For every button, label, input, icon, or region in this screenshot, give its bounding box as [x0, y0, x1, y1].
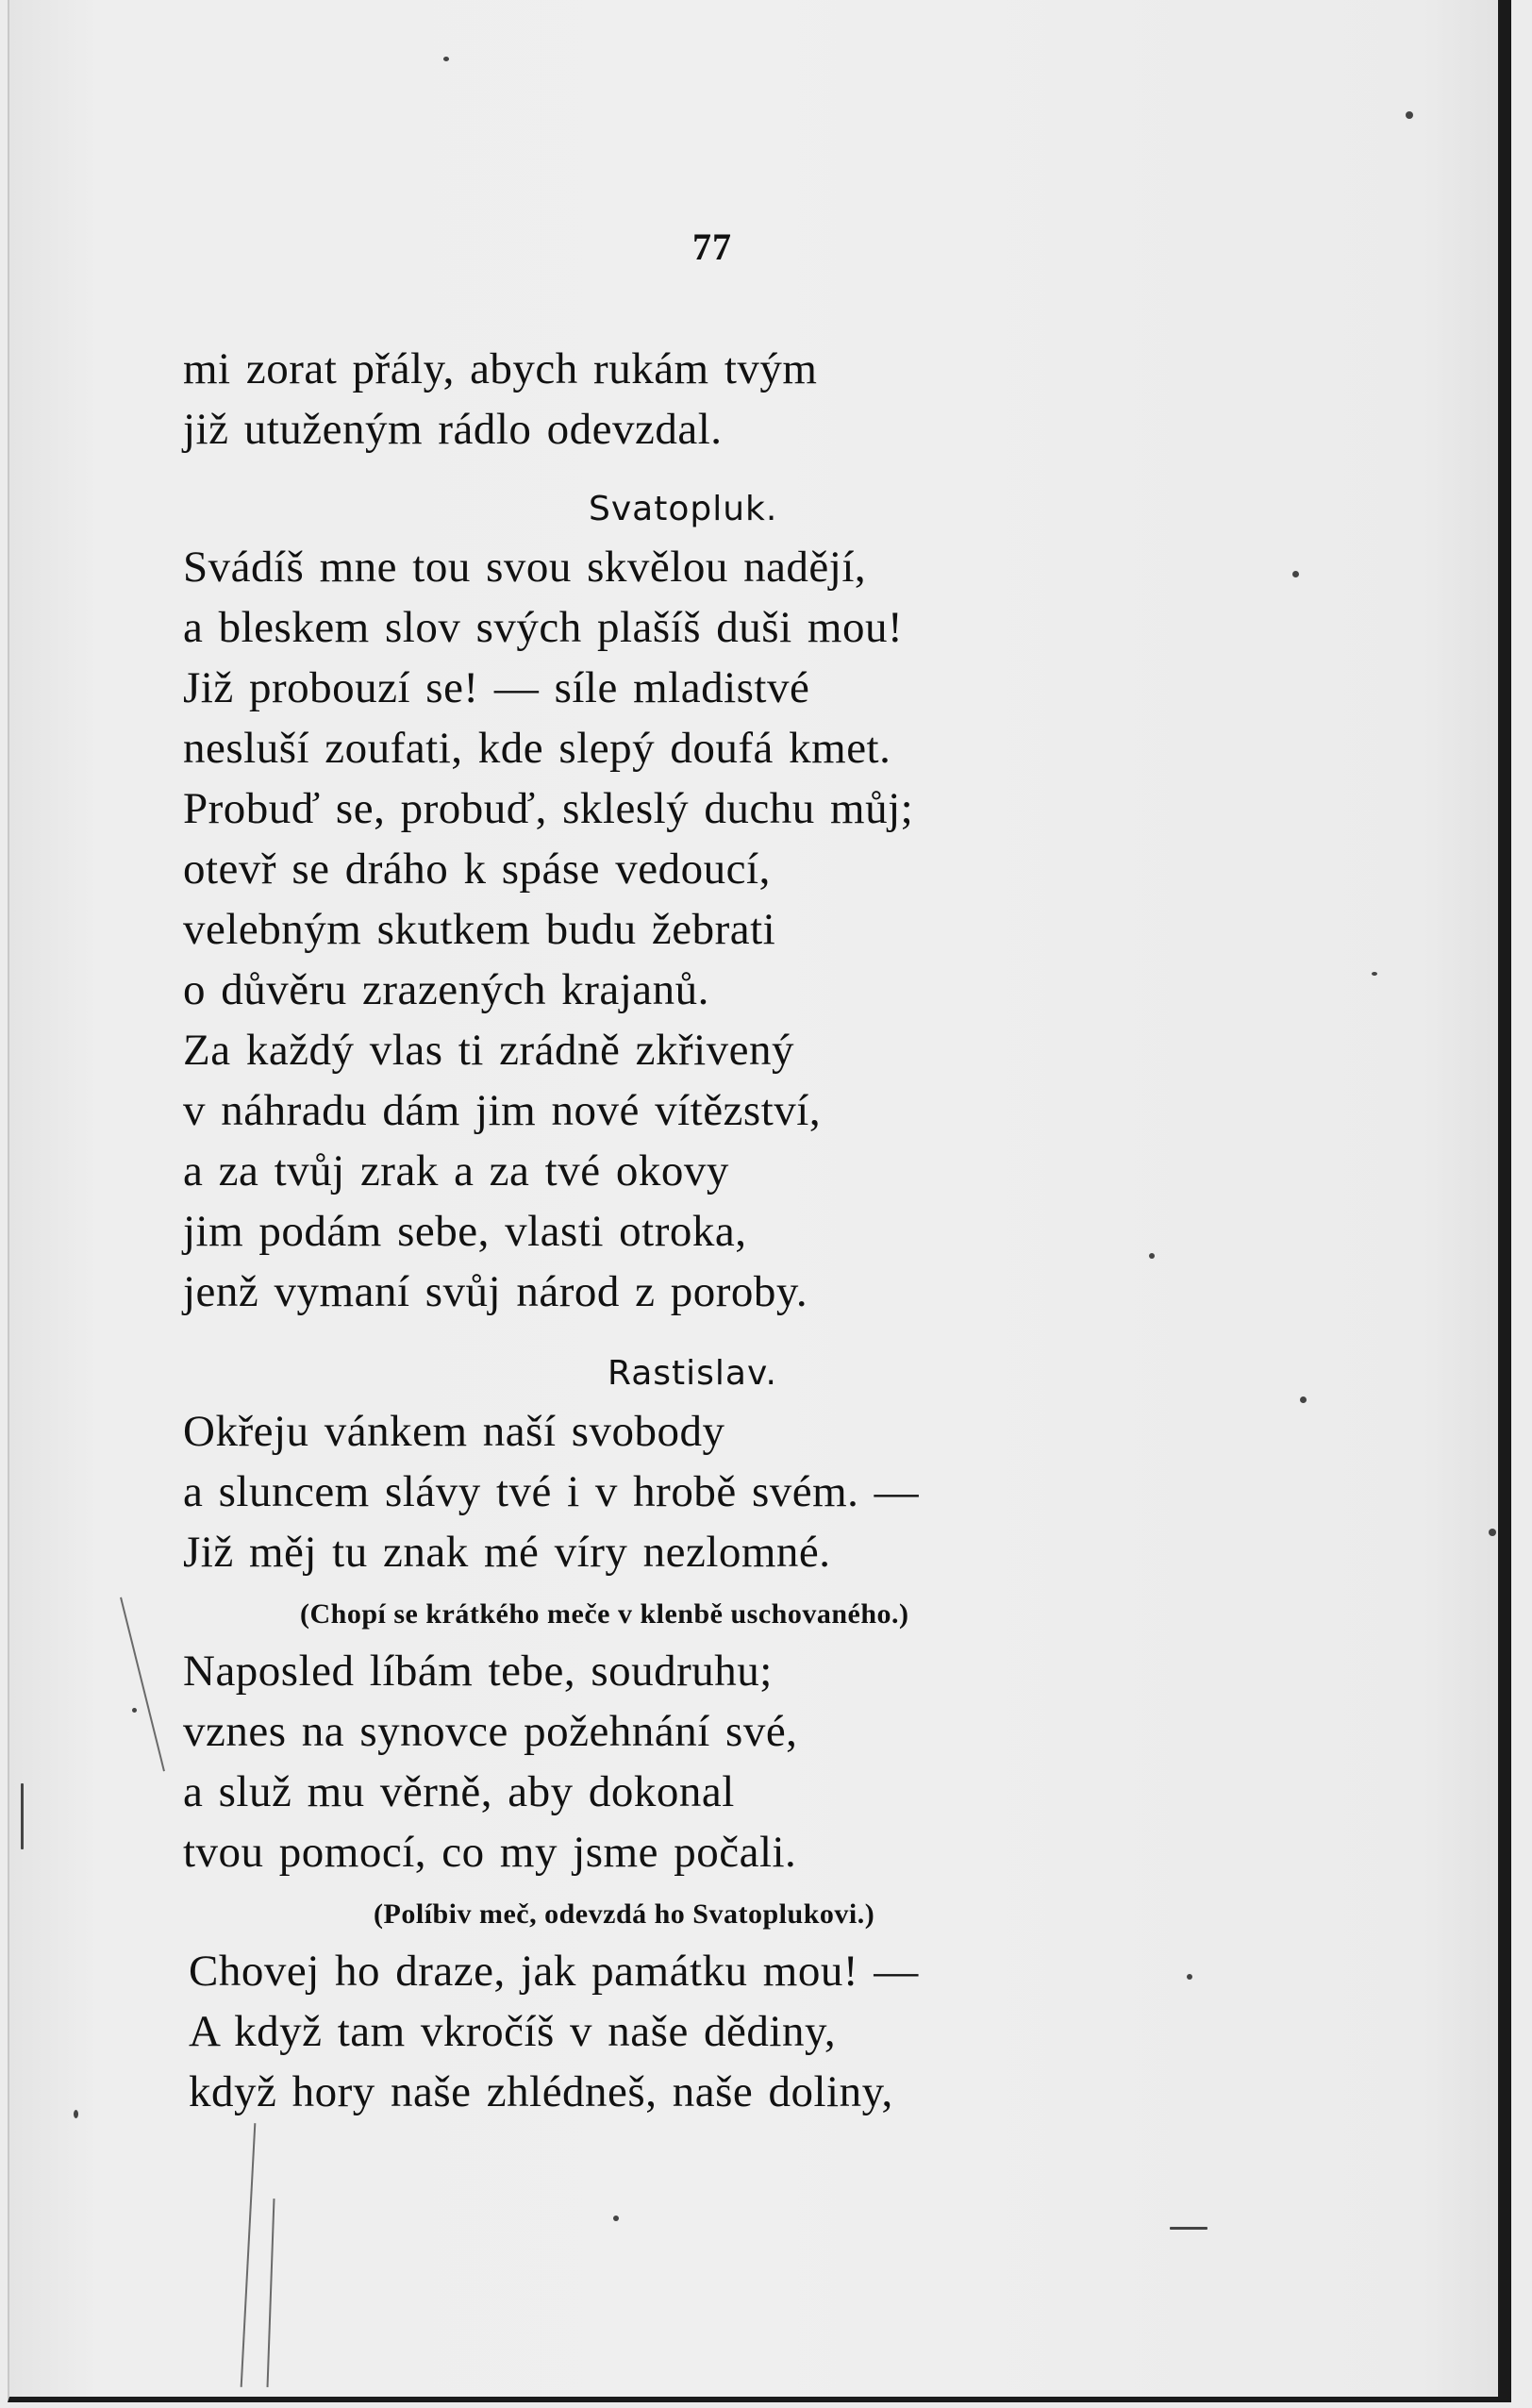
verse-line: Již měj tu znak mé víry nezlomné. [183, 1528, 831, 1577]
speaker-name: Svatopluk. [589, 490, 778, 528]
verse-line: o důvěru zrazených krajanů. [183, 965, 709, 1014]
page-number: 77 [692, 226, 732, 268]
scan-speck [1372, 972, 1377, 976]
scan-speck [1406, 111, 1413, 119]
verse-line: A když tam vkročíš v naše dědiny, [189, 2007, 837, 2056]
verse-line: již utuženým rádlo odevzdal. [183, 405, 723, 454]
verse-line: Probuď se, probuď, skleslý duchu můj; [183, 784, 914, 833]
verse-line: jenž vymaní svůj národ z poroby. [183, 1267, 808, 1316]
verse-line: otevř se dráho k spáse vedoucí, [183, 844, 771, 894]
scan-speck [1149, 1253, 1155, 1259]
verse-line: a sluncem slávy tvé i v hrobě svém. — [183, 1467, 920, 1516]
verse-line: v náhradu dám jim nové vítězství, [183, 1086, 822, 1135]
stage-direction: (Políbiv meč, odevzdá ho Svatoplukovi.) [374, 1898, 875, 1930]
verse-line: a služ mu věrně, aby dokonal [183, 1767, 735, 1816]
verse-line: a za tvůj zrak a za tvé okovy [183, 1146, 729, 1196]
scan-speck [132, 1708, 137, 1713]
scan-speck [613, 2216, 619, 2221]
verse-line: vznes na synovce požehnání své, [183, 1707, 798, 1756]
verse-line: Svádíš mne tou svou skvělou nadějí, [183, 543, 867, 592]
scan-speck [74, 2110, 78, 2118]
verse-line: mi zorat přály, abych rukám tvým [183, 344, 818, 393]
verse-line: tvou pomocí, co my jsme počali. [183, 1828, 797, 1877]
verse-line: jim podám sebe, vlasti otroka, [183, 1207, 747, 1256]
scan-speck [21, 1783, 24, 1849]
scan-speck [1187, 1974, 1192, 1980]
scan-speck [443, 57, 449, 61]
scan-speck [1300, 1396, 1307, 1403]
verse-line: když hory naše zhlédneš, naše doliny, [189, 2067, 893, 2116]
verse-line: Chovej ho draze, jak památku mou! — [189, 1947, 919, 1996]
scan-speck [1292, 571, 1299, 577]
verse-line: Za každý vlas ti zrádně zkřivený [183, 1026, 795, 1075]
speaker-name: Rastislav. [608, 1354, 777, 1393]
verse-line: a bleskem slov svých plašíš duši mou! [183, 603, 904, 652]
verse-line: Okřeju vánkem naší svobody [183, 1407, 725, 1456]
scan-speck [1170, 2227, 1207, 2230]
verse-line: Naposled líbám tebe, soudruhu; [183, 1647, 773, 1696]
scan-speck [1489, 1529, 1496, 1536]
verse-line: Již probouzí se! — síle mladistvé [183, 663, 810, 712]
verse-line: nesluší zoufati, kde slepý doufá kmet. [183, 724, 891, 773]
stage-direction: (Chopí se krátkého meče v klenbě uschovaného.) [300, 1598, 909, 1630]
verse-line: velebným skutkem budu žebrati [183, 905, 776, 954]
